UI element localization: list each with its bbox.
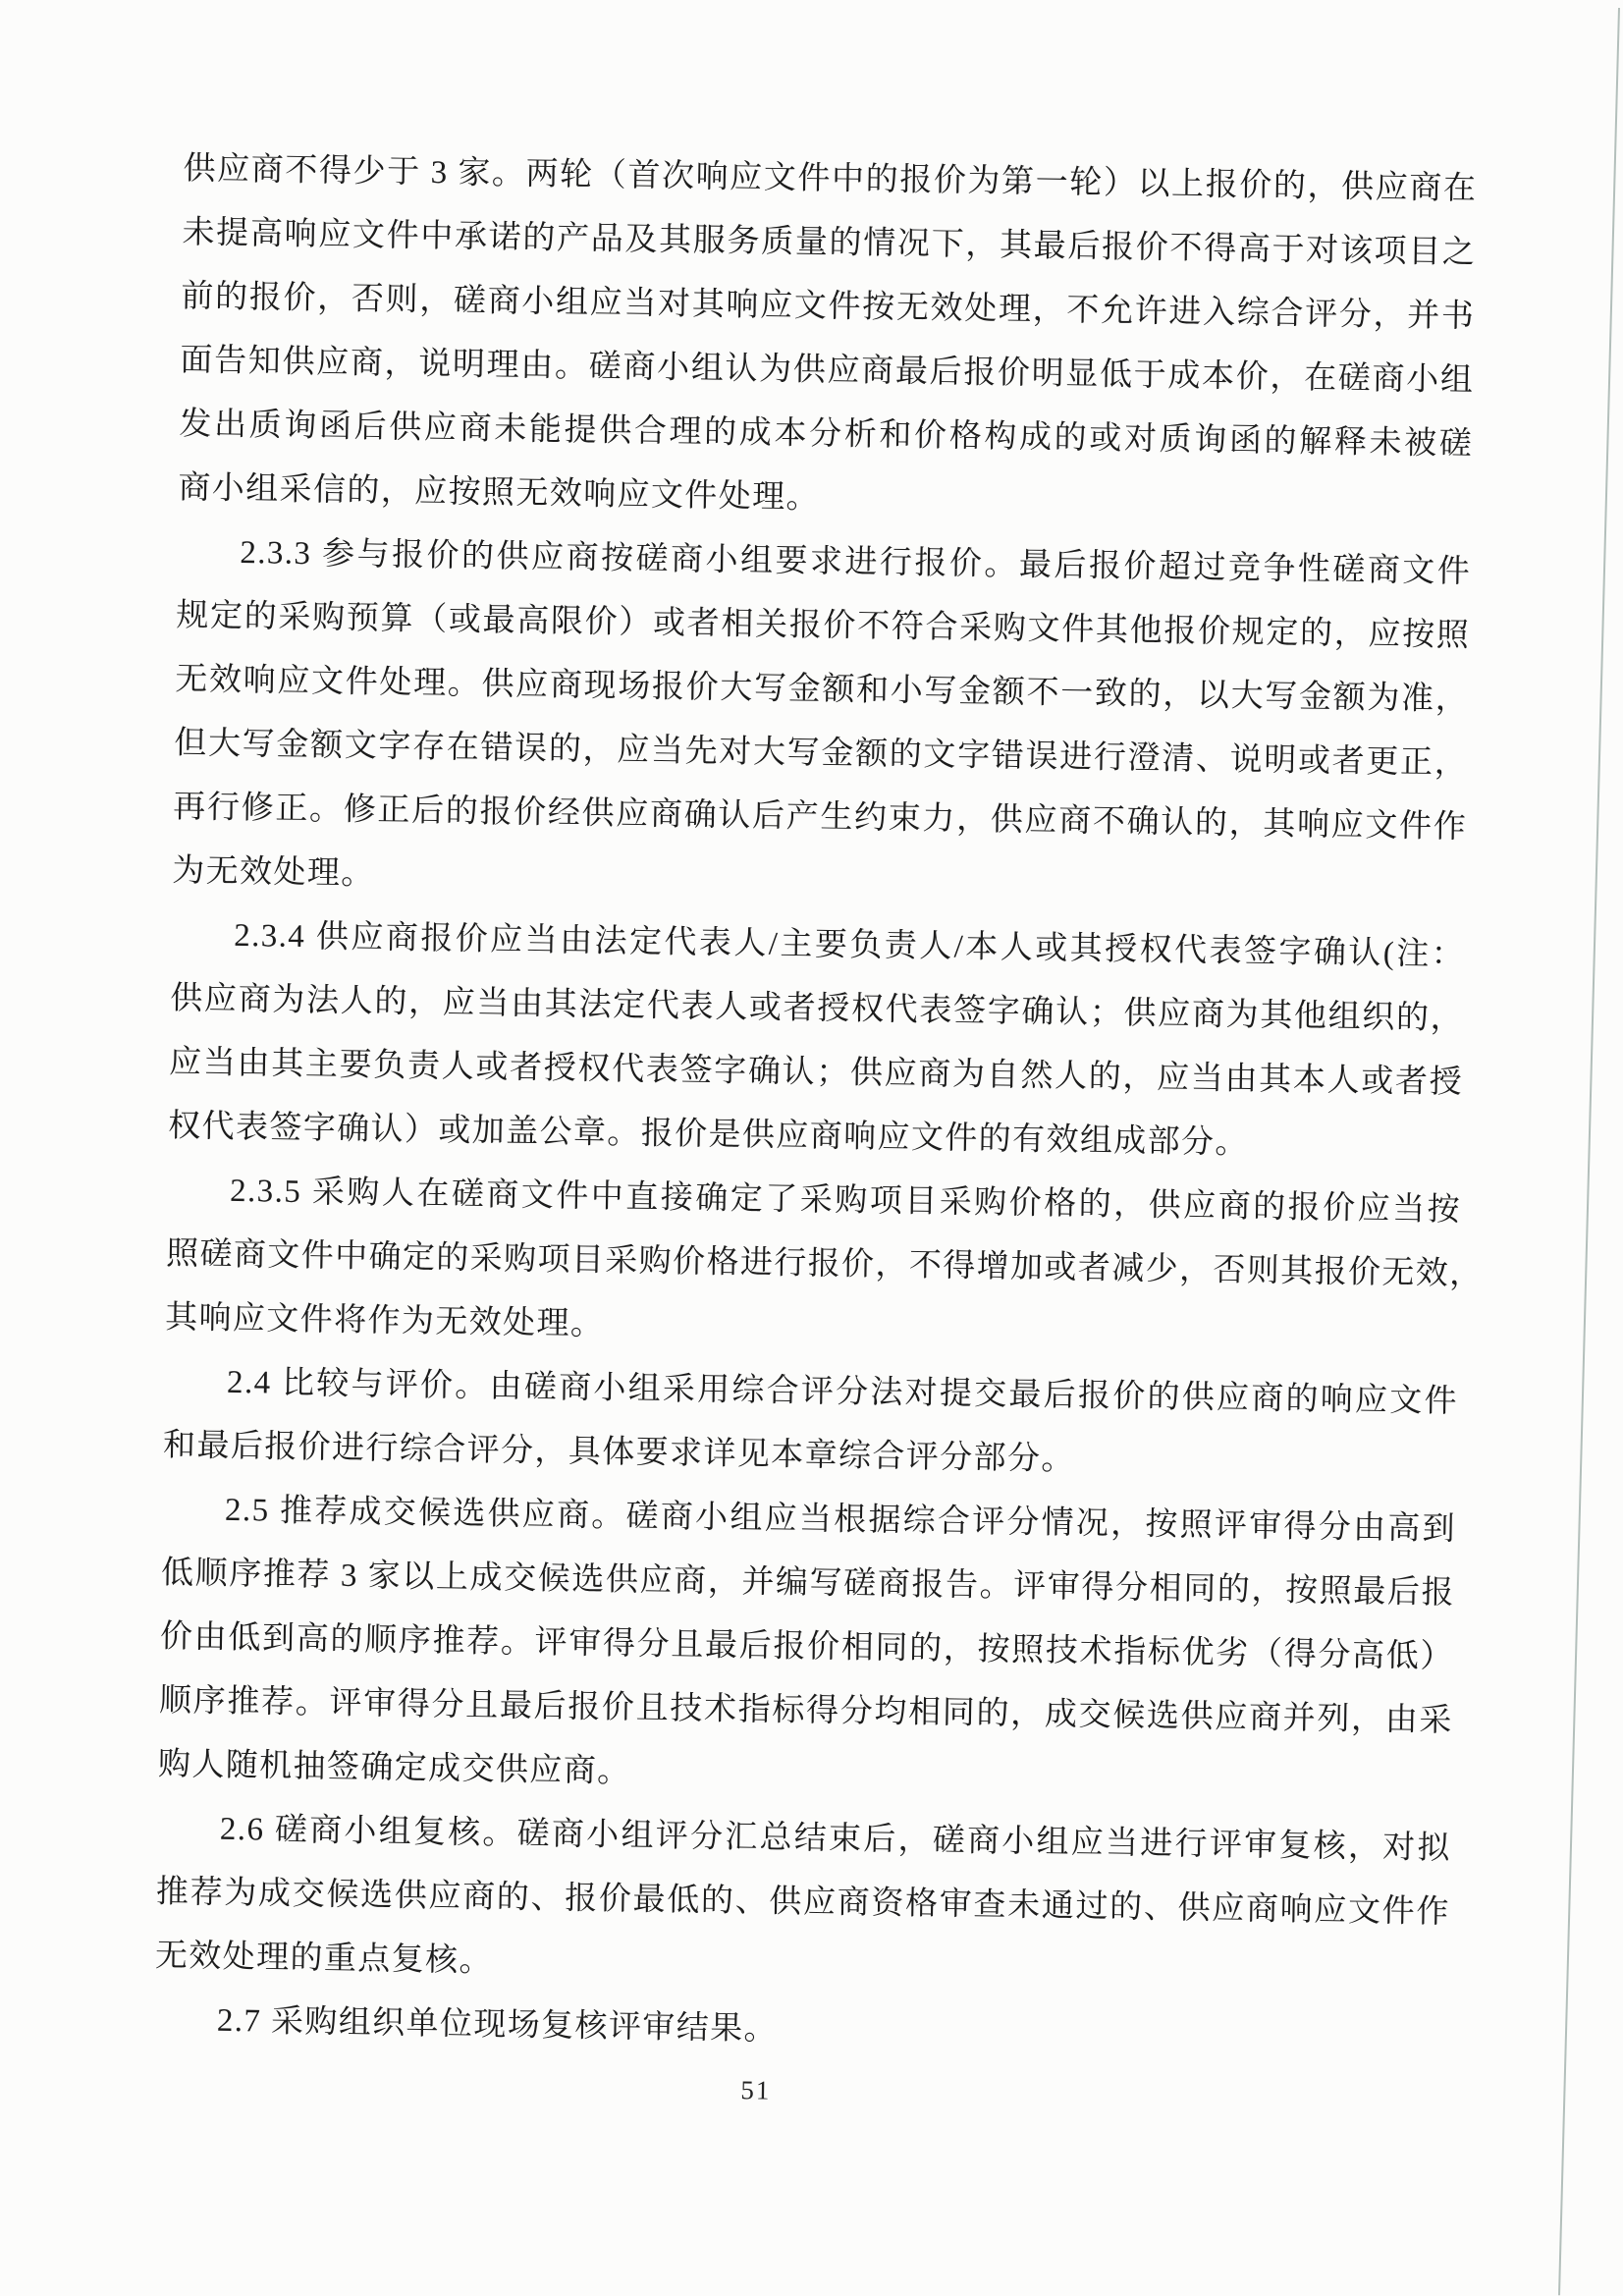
doc-line-section-2-3-3: 2.3.3 参与报价的供应商按磋商小组要求进行报价。最后报价超过竞争性磋商文件 [240, 534, 1472, 590]
doc-line: 其响应文件将作为无效处理。 [164, 1299, 605, 1342]
doc-line: 前的报价，否则，磋商小组应当对其响应文件按无效处理，不允许进入综合评分，并书 [181, 278, 1476, 335]
doc-line: 供应商为法人的，应当由其法定代表人或者授权代表签字确认；供应商为其他组织的， [169, 980, 1465, 1037]
doc-line: 规定的采购预算（或最高限价）或者相关报价不符合采购文件其他报价规定的，应按照 [176, 597, 1471, 654]
doc-line: 发出质询函后供应商未能提供合理的成本分析和价格构成的或对质询函的解释未被磋 [179, 406, 1474, 463]
page-number: 51 [740, 2075, 772, 2105]
doc-line: 应当由其主要负责人或者授权代表签字确认；供应商为自然人的，应当由其本人或者授 [168, 1044, 1464, 1101]
doc-line: 再行修正。修正后的报价经供应商确认后产生约束力，供应商不确认的，其响应文件作 [173, 789, 1468, 846]
doc-line-section-2-5: 2.5 推荐成交候选供应商。磋商小组应当根据综合评分情况，按照评审得分由高到 [224, 1492, 1457, 1548]
doc-line-section-2-3-4: 2.3.4 供应商报价应当由法定代表人/主要负责人/本人或其授权代表签字确认(注： [233, 917, 1466, 973]
doc-line: 为无效处理。 [171, 852, 375, 893]
doc-line: 供应商不得少于 3 家。两轮（首次响应文件中的报价为第一轮）以上报价的，供应商在 [183, 150, 1478, 207]
document-text-block [153, 137, 1484, 2116]
doc-line: 顺序推荐。评审得分且最后报价且技术指标得分均相同的，成交候选供应商并列，由采 [158, 1682, 1454, 1739]
doc-line-section-2-7: 2.7 采购组织单位现场复核评审结果。 [216, 2002, 779, 2048]
doc-line: 购人随机抽签确定成交供应商。 [157, 1746, 631, 1790]
doc-line: 和最后报价进行综合评分，具体要求详见本章综合评分部分。 [162, 1427, 1076, 1478]
doc-line: 照磋商文件中确定的采购项目采购价格进行报价，不得增加或者减少，否则其报价无效， [165, 1235, 1484, 1292]
doc-line: 价由低到高的顺序推荐。评审得分且最后报价相同的，按照技术指标优劣（得分高低） [159, 1618, 1455, 1675]
doc-line: 面告知供应商，说明理由。磋商小组认为供应商最后报价明显低于成本价，在磋商小组 [180, 342, 1475, 399]
doc-line: 权代表签字确认）或加盖公章。报价是供应商响应文件的有效组成部分。 [167, 1108, 1250, 1162]
scan-edge-line [1558, 8, 1620, 2295]
doc-line: 商小组采信的，应按照无效响应文件处理。 [178, 469, 821, 517]
doc-line: 低顺序推荐 3 家以上成交候选供应商，并编写磋商报告。评审得分相同的，按照最后报 [160, 1555, 1456, 1612]
doc-line: 无效响应文件处理。供应商现场报价大写金额和小写金额不一致的，以大写金额为准， [175, 661, 1470, 718]
doc-line-section-2-3-5: 2.3.5 采购人在磋商文件中直接确定了采购项目采购价格的，供应商的报价应当按 [229, 1173, 1462, 1229]
doc-line-section-2-6: 2.6 磋商小组复核。磋商小组评分汇总结束后，磋商小组应当进行评审复核，对拟 [219, 1811, 1452, 1867]
doc-line-section-2-4: 2.4 比较与评价。由磋商小组采用综合评分法对提交最后报价的供应商的响应文件 [226, 1364, 1459, 1420]
doc-line: 推荐为成交候选供应商的、报价最低的、供应商资格审查未通过的、供应商响应文件作 [155, 1874, 1451, 1931]
doc-line: 未提高响应文件中承诺的产品及其服务质量的情况下，其最后报价不得高于对该项目之 [182, 214, 1477, 271]
doc-line: 但大写金额文字存在错误的，应当先对大写金额的文字错误进行澄清、说明或者更正， [174, 725, 1469, 782]
doc-line: 无效处理的重点复核。 [154, 1938, 494, 1980]
